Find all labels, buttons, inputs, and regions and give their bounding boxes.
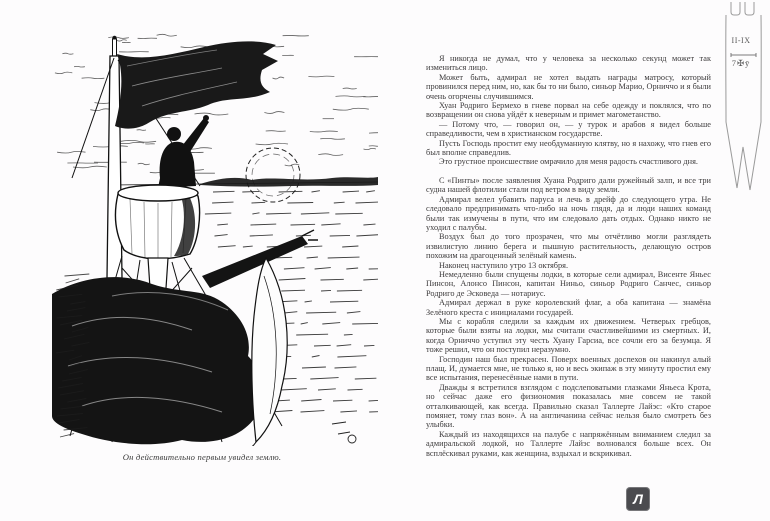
- flotsam-scribbles: [332, 422, 356, 443]
- paragraph: Я никогда не думал, что у человека за несколько секунд может так измениться лицо.: [426, 54, 711, 73]
- labirint-logo-letter: Л: [633, 491, 643, 507]
- paragraph: С «Пинты» после заявления Хуана Родриго дали ружейный залп, и все три судна нашей флотилии стали под ветром в виду земли.: [426, 175, 711, 195]
- paragraph: Это грустное происшествие омрачило для меня радость счастливого дня.: [439, 157, 698, 167]
- paragraph: Хуан Родриго Бермехо в гневе порвал на себе одежду и поклялся, что по возвращении он снова уйдёт к неверным и примет магометанство.: [426, 101, 711, 120]
- right-page: [404, 0, 770, 521]
- paragraph: — Потому что, — говорил он, — у турок и арабов я видел больше справедливости, чем в христианском государстве.: [426, 119, 711, 139]
- paragraph: Адмирал велел убавить паруса и лечь в дрейф до следующего утра. Не следовало предпринимать что-либо на ночь глядя, да и люди наших команд были так измучены в пути, что им следовало дать отдых. Однако никто не уходил с палубы.: [426, 194, 711, 232]
- sun-icon: [246, 148, 300, 202]
- flag-pennant: [115, 41, 278, 128]
- paragraph: Может быть, адмирал не хотел выдать награды матросу, который провинился перед ним, но, как бы то ни было, синьор Марио, Орниччо и я были очень огорчены случившимся.: [426, 72, 711, 101]
- sailor-figure: [158, 115, 209, 188]
- paragraph: Каждый из находящихся на палубе с напряжённым вниманием следил за адмиральской лодкой, но Таллерте Лайэс волновался больше всех. Он всплёскивал руками, как женщина, вздыхал и вскрикивал.: [426, 429, 711, 458]
- paragraph: Воздух был до того прозрачен, что мы отчётливо могли разглядеть извилистую линию берега и пышную растительность, делающую остров похожим на драгоценный зелёный камень.: [426, 232, 711, 261]
- ribbon-slot-right: [745, 2, 754, 15]
- land-silhouette: [200, 177, 378, 187]
- bookmark-cross-emblem: 7✠ӯ: [731, 58, 751, 68]
- illustration-caption: Он действительно первым увидел землю.: [122, 452, 282, 462]
- paragraph: Мы с корабля следили за каждым их движением. Четверых гребцов, которые были взяты на лодки, мы считали счастливейшими из смертных. И, когда Орниччо уступил эту честь Хуану Гарсиа, все сочли его за безумца. Я тоже решил, что он поступил неразумно.: [426, 316, 711, 355]
- paragraph: Пусть Господь простит ему необдуманную клятву, но я нахожу, что гнев его был вполне справедлив.: [426, 138, 711, 158]
- mast: [107, 56, 122, 278]
- ship-lookout-illustration: [52, 26, 378, 446]
- paragraph: Господин наш был прекрасен. Поверх военных доспехов он накинул алый плащ. И, думается мне, не только я, но и весь экипаж в эту минуту простил ему все испытания, перенесённые нами в пути.: [426, 354, 711, 383]
- labirint-logo[interactable]: [626, 487, 650, 511]
- paragraph: Немедленно были спущены лодки, в которые сели адмирал, Висенте Яньес Пинсон, Алонсо Пинсон, капитан Ниньо, синьор Родриго Санчес, синьор Родриго де Эсковеда — нотариус.: [426, 269, 711, 298]
- paragraph: Адмирал держал в руке королевский флаг, а оба капитана — знамёна Зелёного креста с инициалами государей.: [426, 298, 711, 317]
- bookmark-part-chapter: II-IX: [731, 36, 751, 45]
- paragraph: Дважды я встретился взглядом с подслеповатыми глазками Яньеса Крота, но сейчас даже его физиономия показалась мне совсем не такой отталкивающей, как всегда. Правильно сказал Таллерте Лайэс: «Кто старое помянет, тому глаз вон». А на англичанина сейчас нельзя было смотреть без улыбки.: [426, 382, 711, 430]
- ribbon-slot-left: [731, 2, 740, 15]
- right-page-text: [426, 54, 711, 458]
- bookmark-ribbon: [718, 0, 770, 200]
- paragraph: Наконец наступило утро 13 октября.: [439, 260, 569, 270]
